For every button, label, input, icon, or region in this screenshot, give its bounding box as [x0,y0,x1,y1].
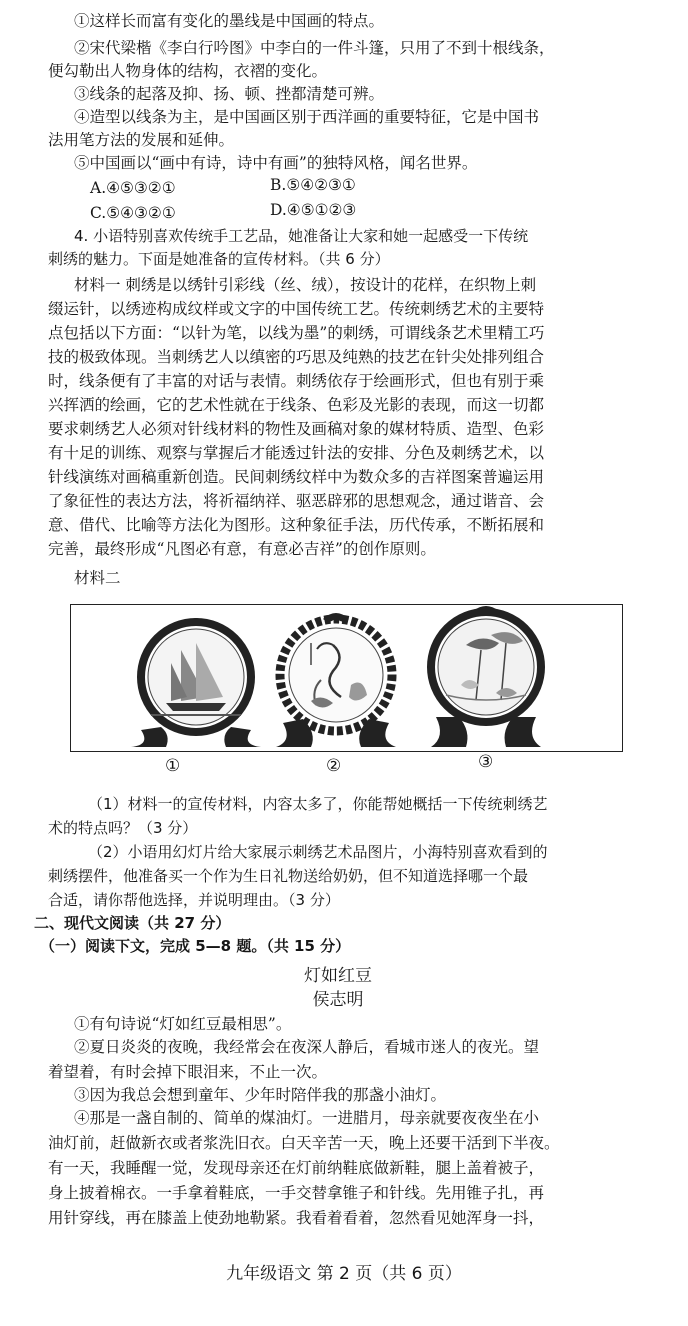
material2-title: 材料二 [74,569,121,587]
material1-line: 点包括以下方面：“以针为笔，以线为墨”的刺绣，可谓线条艺术里精工巧 [48,324,545,342]
q3-option-b: B.⑤④②③① [270,176,356,194]
material1-line: 兴挥洒的绘画，它的艺术性就在于线条、色彩及光影的表现，而这一切都 [48,396,545,414]
q4-sub2: 合适，请你帮他选择，并说明理由。（3 分） [48,891,340,909]
material1-line: 材料一 刺绣是以绣针引彩线（丝、绒），按设计的花样，在织物上刺 [74,276,537,294]
figure-label-3: ③ [478,752,494,772]
essay-line: 着望着，有时会掉下眼泪来，不止一次。 [48,1063,328,1081]
material1-line: 时，线条便有了丰富的对话与表情。刺绣依存于绘画形式，但也有别于乘 [48,372,545,390]
q3-option-c: C.⑤④③②① [90,204,176,222]
material1-line: 完善，最终形成“凡图必有意，有意必吉祥”的创作原则。 [48,540,436,558]
q4-sub2: 刺绣摆件，他准备买一个作为生日礼物送给奶奶，但不知道选择哪一个最 [48,867,529,885]
q3-line: ②宋代梁楷《李白行吟图》中李白的一件斗篷，只用了不到十根线条， [74,39,555,57]
q3-line: ①这样长而富有变化的墨线是中国画的特点。 [74,12,385,30]
q3-line: 法用笔方法的发展和延伸。 [48,131,235,149]
material1-line: 缀运针，以绣迹构成纹样或文字的中国传统工艺。传统刺绣艺术的主要特 [48,300,545,318]
essay-line: 身上披着棉衣。一手拿着鞋底，一手交替拿锥子和针线。先用锥子扎，再 [48,1184,545,1202]
material1-line: 技的极致体现。当刺绣艺人以缜密的巧思及纯熟的技艺在针尖处排列组合 [48,348,545,366]
q3-option-d: D.④⑤①②③ [270,201,357,219]
essay-line: 用针穿线，再在膝盖上使劲地勒紧。我看着看着，忽然看见她浑身一抖， [48,1209,545,1227]
q3-option-a: A.④⑤③②① [90,179,176,197]
embroidery-figure [70,604,623,752]
page-footer: 九年级语文 第 2 页（共 6 页） [226,1264,462,1284]
material1-line: 针线演练对画稿重新创造。民间刺绣纹样中为数众多的吉祥图案普遍运用 [48,468,545,486]
material1-line: 要求刺绣艺人必须对针线材料的物性及画稿对象的媒材特质、造型、色彩 [48,420,545,438]
q3-line: 便勾勒出人物身体的结构，衣褶的变化。 [48,62,328,80]
q3-line: ③线条的起落及抑、扬、顿、挫都清楚可辨。 [74,85,385,103]
q4-sub1: （1）材料一的宣传材料，内容太多了，你能帮她概括一下传统刺绣艺 [88,795,548,813]
material1-line: 了象征性的表达方法，将祈福纳祥、驱恶辟邪的思想观念，通过谐音、会 [48,492,545,510]
q3-line: ⑤中国画以“画中有诗，诗中有画”的独特风格，闻名世界。 [74,154,478,172]
screen-1-sailing-ship [131,618,261,747]
q4-sub1: 术的特点吗？（3 分） [48,819,198,837]
screen-2-cranes [276,613,396,747]
essay-author: 侯志明 [312,990,364,1010]
q4-stem: 4. 小语特别喜欢传统手工艺品，她准备让大家和她一起感受一下传统 [74,227,529,245]
essay-line: ①有句诗说“灯如红豆最相思”。 [74,1015,292,1033]
essay-line: ②夏日炎炎的夜晚，我经常会在夜深人静后，看城市迷人的夜光。望 [74,1038,540,1056]
embroidery-screens-illustration [71,605,621,750]
q4-stem: 刺绣的魅力。下面是她准备的宣传材料。（共 6 分） [48,250,390,268]
part-heading: （一）阅读下文，完成 5—8 题。（共 15 分） [40,937,351,955]
q3-line: ④造型以线条为主，是中国画区别于西洋画的重要特征，它是中国书 [74,108,540,126]
essay-line: 油灯前，赶做新衣或者浆洗旧衣。白天辛苦一天，晚上还要干活到下半夜。 [48,1134,560,1152]
figure-label-1: ① [165,756,181,776]
material1-line: 有十足的训练、观察与掌握后才能透过针法的安排、分色及刺绣艺术，以 [48,444,545,462]
essay-line: ④那是一盏自制的、简单的煤油灯。一进腊月，母亲就要夜夜坐在小 [74,1109,540,1127]
essay-line: ③因为我总会想到童年、少年时陪伴我的那盏小油灯。 [74,1086,447,1104]
section-heading: 二、现代文阅读（共 27 分） [34,914,231,932]
material1-line: 意、借代、比喻等方法化为图形。这种象征手法，历代传承，不断拓展和 [48,516,545,534]
screen-3-lotus-ducks [431,606,541,747]
figure-label-2: ② [326,756,342,776]
essay-title: 灯如红豆 [304,966,372,986]
q4-sub2: （2）小语用幻灯片给大家展示刺绣艺术品图片，小海特别喜欢看到的 [88,843,548,861]
essay-line: 有一天，我睡醒一觉，发现母亲还在灯前纳鞋底做新鞋，腿上盖着被子， [48,1159,545,1177]
